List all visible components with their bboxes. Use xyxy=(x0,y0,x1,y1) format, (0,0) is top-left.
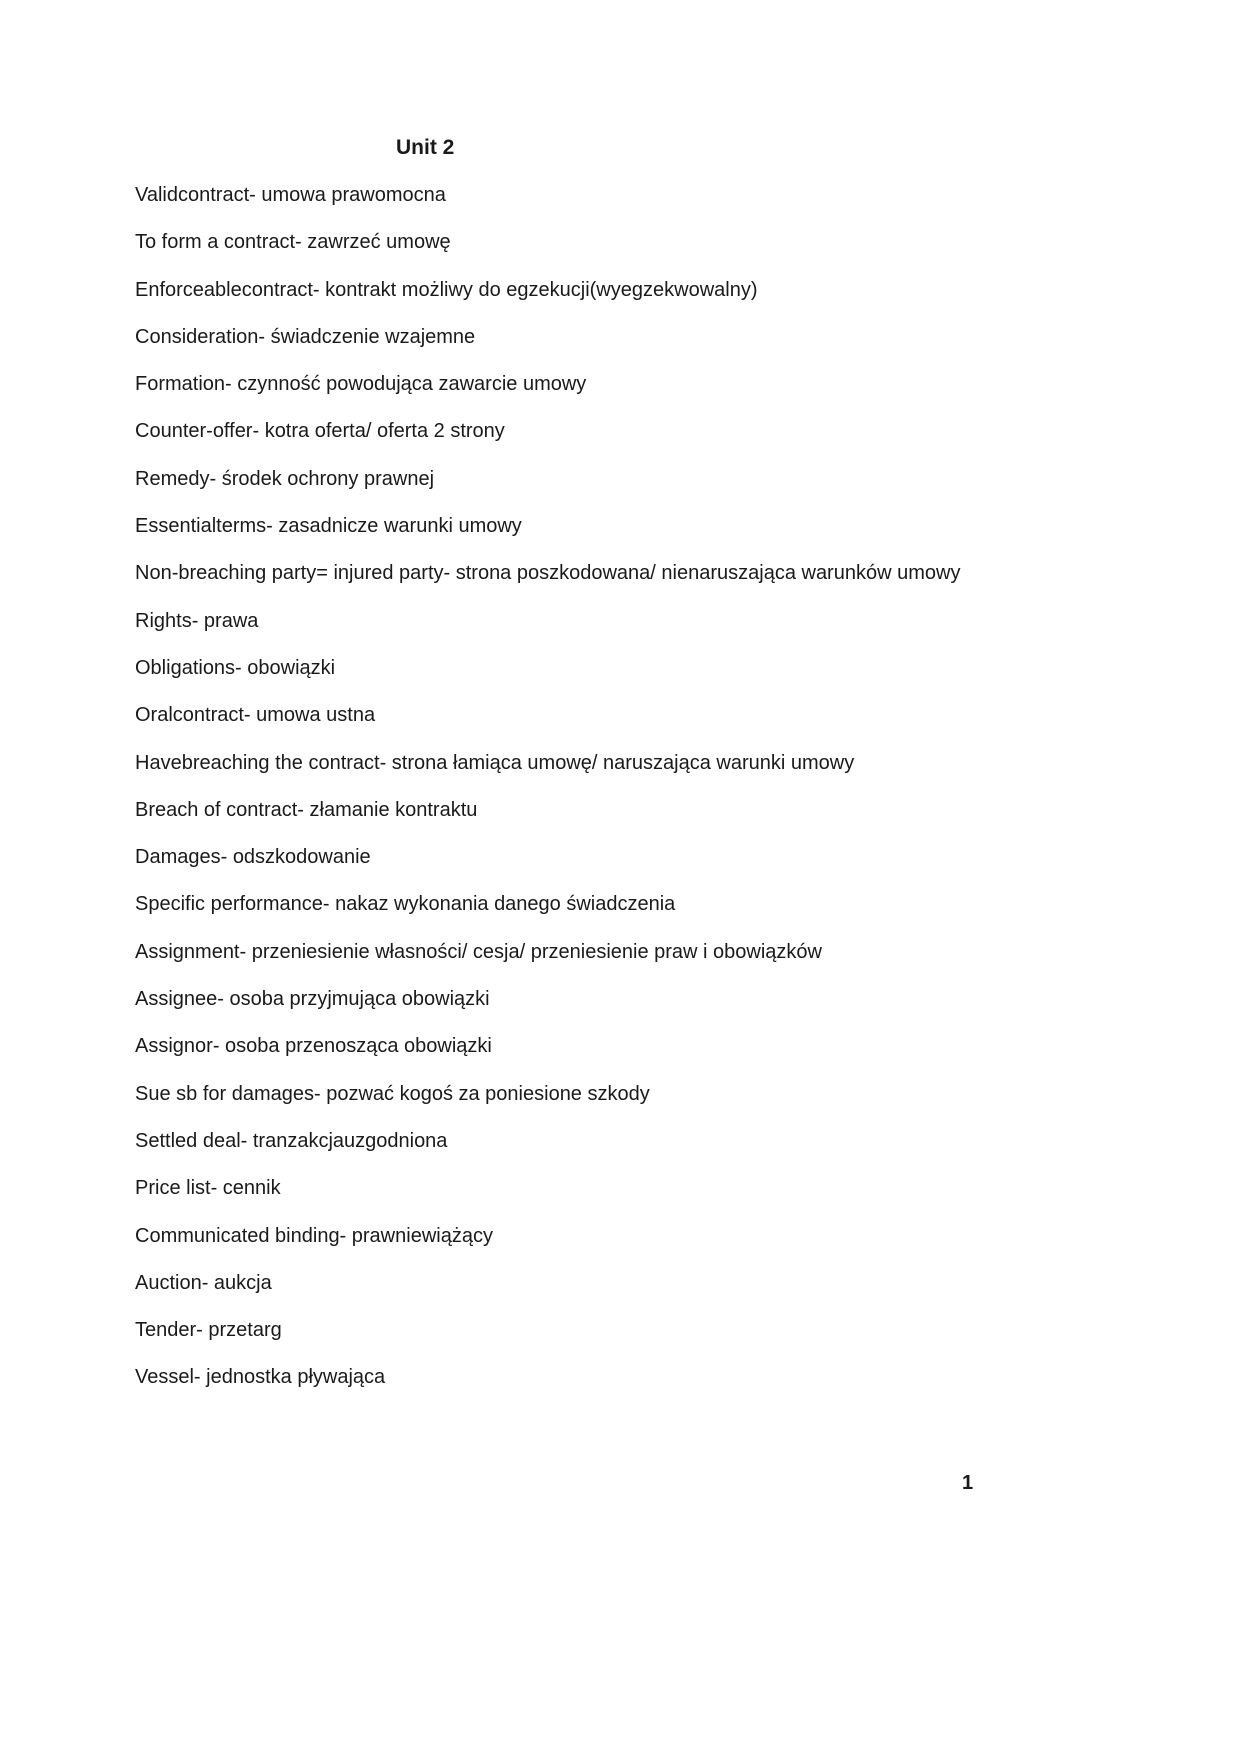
vocabulary-entry: Obligations- obowiązki xyxy=(135,656,336,679)
vocabulary-entry: Auction- aukcja xyxy=(135,1271,272,1294)
vocabulary-entry: Price list- cennik xyxy=(135,1177,281,1200)
vocabulary-entry: Communicated binding- prawniewiążący xyxy=(135,1224,493,1247)
vocabulary-entry: Counter-offer- kotra oferta/ oferta 2 strony xyxy=(135,420,505,443)
vocabulary-entry: Sue sb for damages- pozwać kogoś za poniesione szkody xyxy=(135,1082,650,1105)
vocabulary-entry: Specific performance- nakaz wykonania danego świadczenia xyxy=(135,893,676,916)
vocabulary-entry: Non-breaching party= injured party- strona poszkodowana/ nienaruszająca warunków umowy xyxy=(135,562,961,585)
vocabulary-entry: Vessel- jednostka pływająca xyxy=(135,1366,386,1389)
vocabulary-entry: Oralcontract- umowa ustna xyxy=(135,704,376,727)
vocabulary-entry: Assignee- osoba przyjmująca obowiązki xyxy=(135,988,490,1011)
vocabulary-entry: Settled deal- tranzakcjauzgodniona xyxy=(135,1129,448,1152)
page-title: Unit 2 xyxy=(396,136,455,159)
vocabulary-entry: Rights- prawa xyxy=(135,609,259,632)
vocabulary-entry: Enforceablecontract- kontrakt możliwy do egzekucji(wyegzekwowalny) xyxy=(135,278,758,301)
vocabulary-entry: To form a contract- zawrzeć umowę xyxy=(135,231,451,254)
vocabulary-entry: Assignor- osoba przenosząca obowiązki xyxy=(135,1035,492,1058)
vocabulary-list xyxy=(135,172,1115,1402)
vocabulary-entry: Havebreaching the contract- strona łamiąca umowę/ naruszająca warunki umowy xyxy=(135,751,855,774)
vocabulary-entry: Remedy- środek ochrony prawnej xyxy=(135,467,435,490)
vocabulary-entry: Consideration- świadczenie wzajemne xyxy=(135,325,476,348)
vocabulary-entry: Damages- odszkodowanie xyxy=(135,846,371,869)
vocabulary-entry: Validcontract- umowa prawomocna xyxy=(135,184,446,206)
vocabulary-entry: Essentialterms- zasadnicze warunki umowy xyxy=(135,515,522,538)
vocabulary-entry: Assignment- przeniesienie własności/ cesja/ przeniesienie praw i obowiązków xyxy=(135,940,822,963)
vocabulary-entry: Breach of contract- złamanie kontraktu xyxy=(135,798,478,821)
vocabulary-entry: Formation- czynność powodująca zawarcie umowy xyxy=(135,373,587,396)
page-number: 1 xyxy=(962,1472,974,1494)
vocabulary-entry: Tender- przetarg xyxy=(135,1319,282,1342)
